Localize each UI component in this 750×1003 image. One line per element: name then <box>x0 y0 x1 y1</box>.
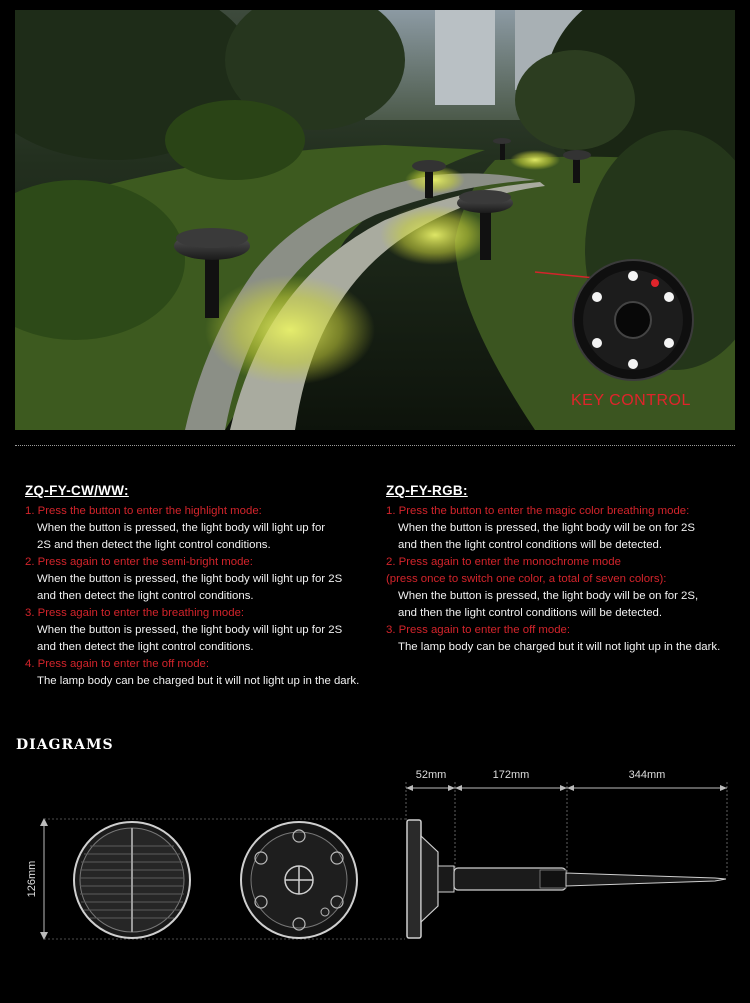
hero-photo <box>15 10 735 430</box>
step-body: When the button is pressed, the light body will be on for 2S and then the light control conditions will be detected. <box>398 522 695 551</box>
side-view <box>407 820 726 938</box>
key-control-closeup <box>573 260 693 380</box>
step-body: When the button is pressed, the light body will light up for 2S and then detect the light control conditions. <box>37 624 343 653</box>
dim-spike-label: 344mm <box>628 769 666 781</box>
model-title: ZQ-FY-RGB: <box>386 483 468 498</box>
dimension-diagram <box>0 760 750 1003</box>
key-control-label: KEY CONTROL <box>571 392 691 409</box>
step-body: The lamp body can be charged but it will not light up in the dark. <box>398 641 721 653</box>
solar-panel-top-view <box>74 822 190 938</box>
instructions-rgb <box>386 482 736 656</box>
step-body: When the button is pressed, the light body will be on for 2S, and then the light control conditions will be detected. <box>398 590 699 619</box>
step-title: 4. Press again to enter the off mode: <box>25 658 210 670</box>
step-title: 3. Press again to enter the breathing mode: <box>25 607 245 619</box>
step-body: The lamp body can be charged but it will not light up in the dark. <box>37 675 360 687</box>
length-dimensions <box>406 769 727 878</box>
step-title: 2. Press again to enter the monochrome mode (press once to switch one color, a total of seven colors): <box>386 556 667 585</box>
divider <box>15 445 735 446</box>
step-body: When the button is pressed, the light body will light up for 2S and then detect the light control conditions. <box>37 573 343 602</box>
model-title: ZQ-FY-CW/WW: <box>25 483 129 498</box>
step-title: 3. Press again to enter the off mode: <box>386 624 571 636</box>
instructions-cw-ww <box>25 482 375 690</box>
dim-pole-label: 172mm <box>492 769 530 781</box>
step-title: 1. Press the button to enter the highlight mode: <box>25 505 262 517</box>
step-body: When the button is pressed, the light body will light up for 2S and then detect the light control conditions. <box>37 522 326 551</box>
diagrams-title: DIAGRAMS <box>16 737 114 753</box>
dim-head-label: 52mm <box>415 769 447 781</box>
height-label: 126mm <box>26 860 38 898</box>
step-title: 2. Press again to enter the semi-bright mode: <box>25 556 253 568</box>
step-title: 1. Press the button to enter the magic color breathing mode: <box>386 505 690 517</box>
lamp-distant <box>493 138 511 160</box>
bottom-view <box>241 822 357 938</box>
